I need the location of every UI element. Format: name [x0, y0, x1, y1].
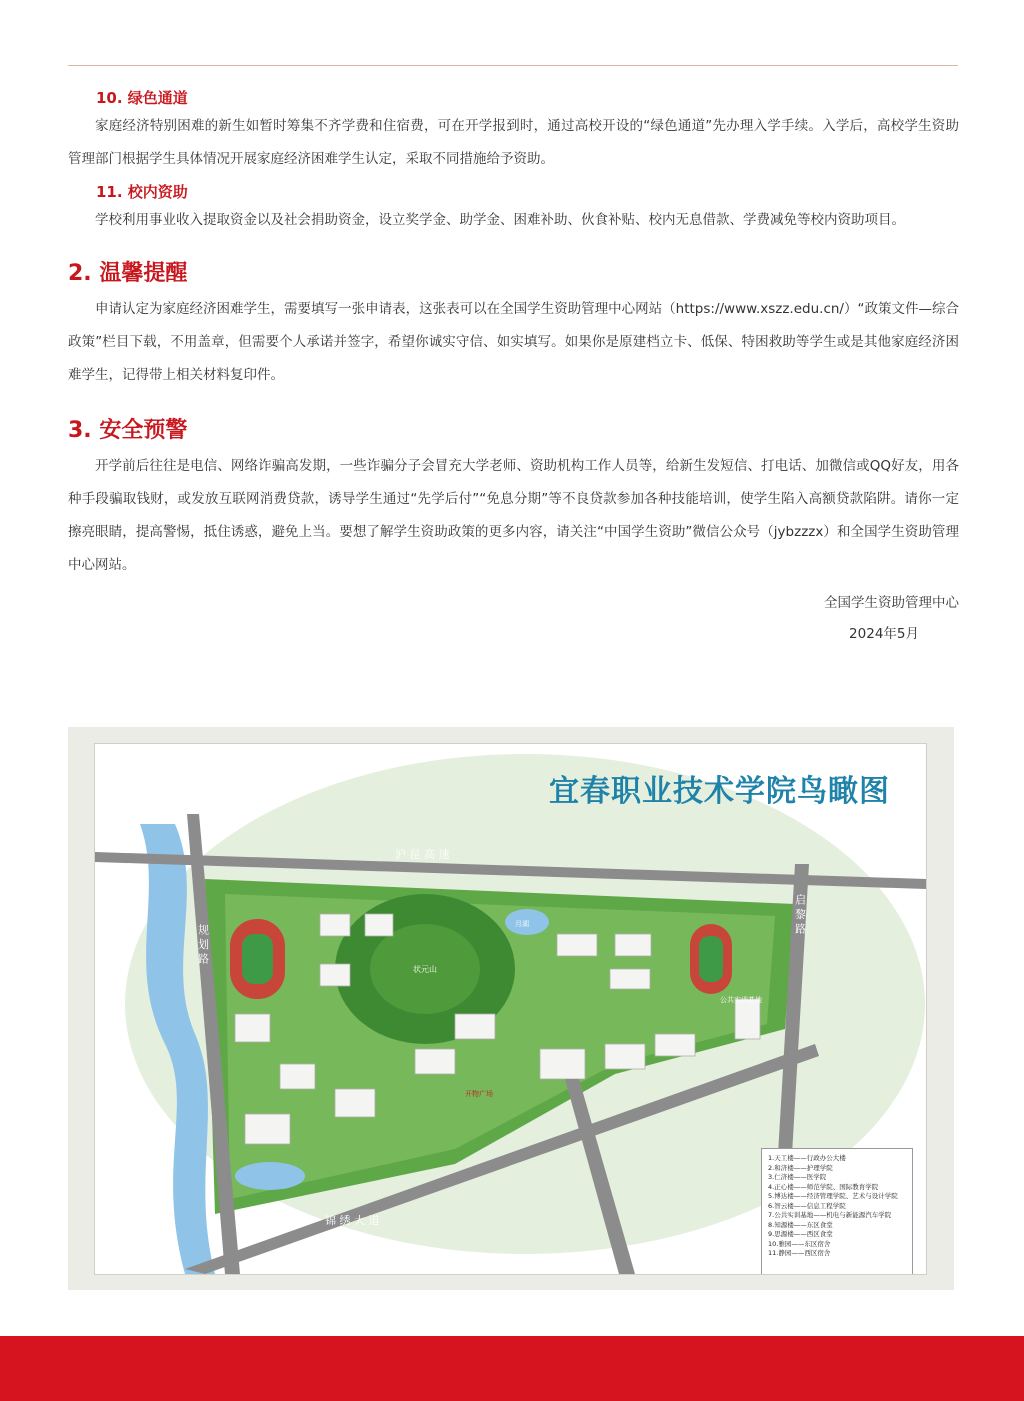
- paragraph-safety: 开学前后往往是电信、网络诈骗高发期，一些诈骗分子会冒充大学老师、资助机构工作人员等，给新生发短信、打电话、加微信或QQ好友，用各种手段骗取钱财，或发放互联网消费贷款，诱导学生通过“先学后付”“免息分期”等不良贷款参加各种技能培训，使学生陷入高额贷款陷阱。请你一定擦亮眼睛，提高警惕，抵住诱惑，避免上当。要想了解学生资助政策的更多内容，请关注“中国学生资助”微信公众号（jybzzzx）和全国学生资助管理中心网站。: [68, 458, 959, 573]
- legend-item: 1.天工楼——行政办公大楼: [768, 1154, 846, 1162]
- campus-map-frame: [94, 743, 927, 1275]
- heading-campus-aid: 11. 校内资助: [96, 183, 188, 201]
- heading-safety: 3. 安全预警: [68, 418, 188, 443]
- east-field: [699, 936, 723, 982]
- paragraph-campus-aid: 学校利用事业收入提取资金以及社会捐助资金，设立奖学金、助学金、困难补助、伙食补贴、校内无息借款、学费减免等校内资助项目。: [95, 212, 905, 228]
- campus-map-panel: [68, 727, 954, 1290]
- road-name-north: 沪 昆 高 速: [395, 848, 450, 861]
- signature-org: 全国学生资助管理中心: [824, 595, 959, 611]
- label-hill: 状元山: [413, 965, 437, 974]
- road-name-west: 规 划 路: [196, 924, 210, 964]
- legend-item: 8.知源楼——东区食堂: [768, 1220, 833, 1229]
- legend-item: 2.和济楼——护理学院: [768, 1163, 833, 1172]
- heading-green-channel: 10. 绿色通道: [96, 89, 188, 107]
- legend-item: 7.公共实训基地——机电与新能源汽车学院: [768, 1211, 892, 1219]
- legend-item: 3.仁济楼——医学院: [768, 1173, 827, 1181]
- top-divider: [68, 65, 958, 66]
- west-field: [242, 934, 273, 984]
- signature-date: 2024年5月: [849, 626, 919, 642]
- map-title: 宜春职业技术学院鸟瞰图: [549, 774, 890, 809]
- paragraph-reminder: 申请认定为家庭经济困难学生，需要填写一张申请表，这张表可以在全国学生资助管理中心网站（https://www.xszz.edu.cn/）“政策文件—综合政策”栏目下载，不用盖章，但需要个人承诺并签字，希望你诚实守信、如实填写。如果你是原建档立卡、低保、特困救助等学生或是其他家庭经济困难学生，记得带上相关材料复印件。: [68, 301, 959, 383]
- document-body: [68, 82, 959, 650]
- road-name-east: 启 黎 路: [793, 894, 807, 934]
- paragraph-green-channel: 家庭经济特别困难的新生如暂时筹集不齐学费和住宿费，可在开学报到时，通过高校开设的“绿色通道”先办理入学手续。入学后，高校学生资助管理部门根据学生具体情况开展家庭经济困难学生认定，采取不同措施给予资助。: [68, 118, 959, 167]
- legend-item: 11.静园——西区宿舍: [768, 1249, 831, 1257]
- legend-item: 6.智云楼——信息工程学院: [768, 1201, 846, 1210]
- legend-item: 9.思源楼——西区食堂: [768, 1230, 833, 1238]
- label-plaza: 开物广场: [465, 1090, 493, 1098]
- pond: [235, 1162, 305, 1190]
- label-training-base: 公共实训基地: [720, 996, 762, 1004]
- legend-item: 10.雅园——东区宿舍: [768, 1239, 831, 1248]
- label-lake: 月湖: [515, 920, 529, 928]
- map-legend: [761, 1148, 913, 1275]
- footer-band: [0, 1336, 1024, 1401]
- road-name-south: 锦 绣 大 道: [325, 1214, 380, 1227]
- legend-item: 4.正心楼——师范学院、国际教育学院: [768, 1182, 879, 1191]
- heading-reminder: 2. 温馨提醒: [68, 261, 188, 286]
- legend-item: 5.博达楼——经济管理学院、艺术与设计学院: [768, 1192, 898, 1200]
